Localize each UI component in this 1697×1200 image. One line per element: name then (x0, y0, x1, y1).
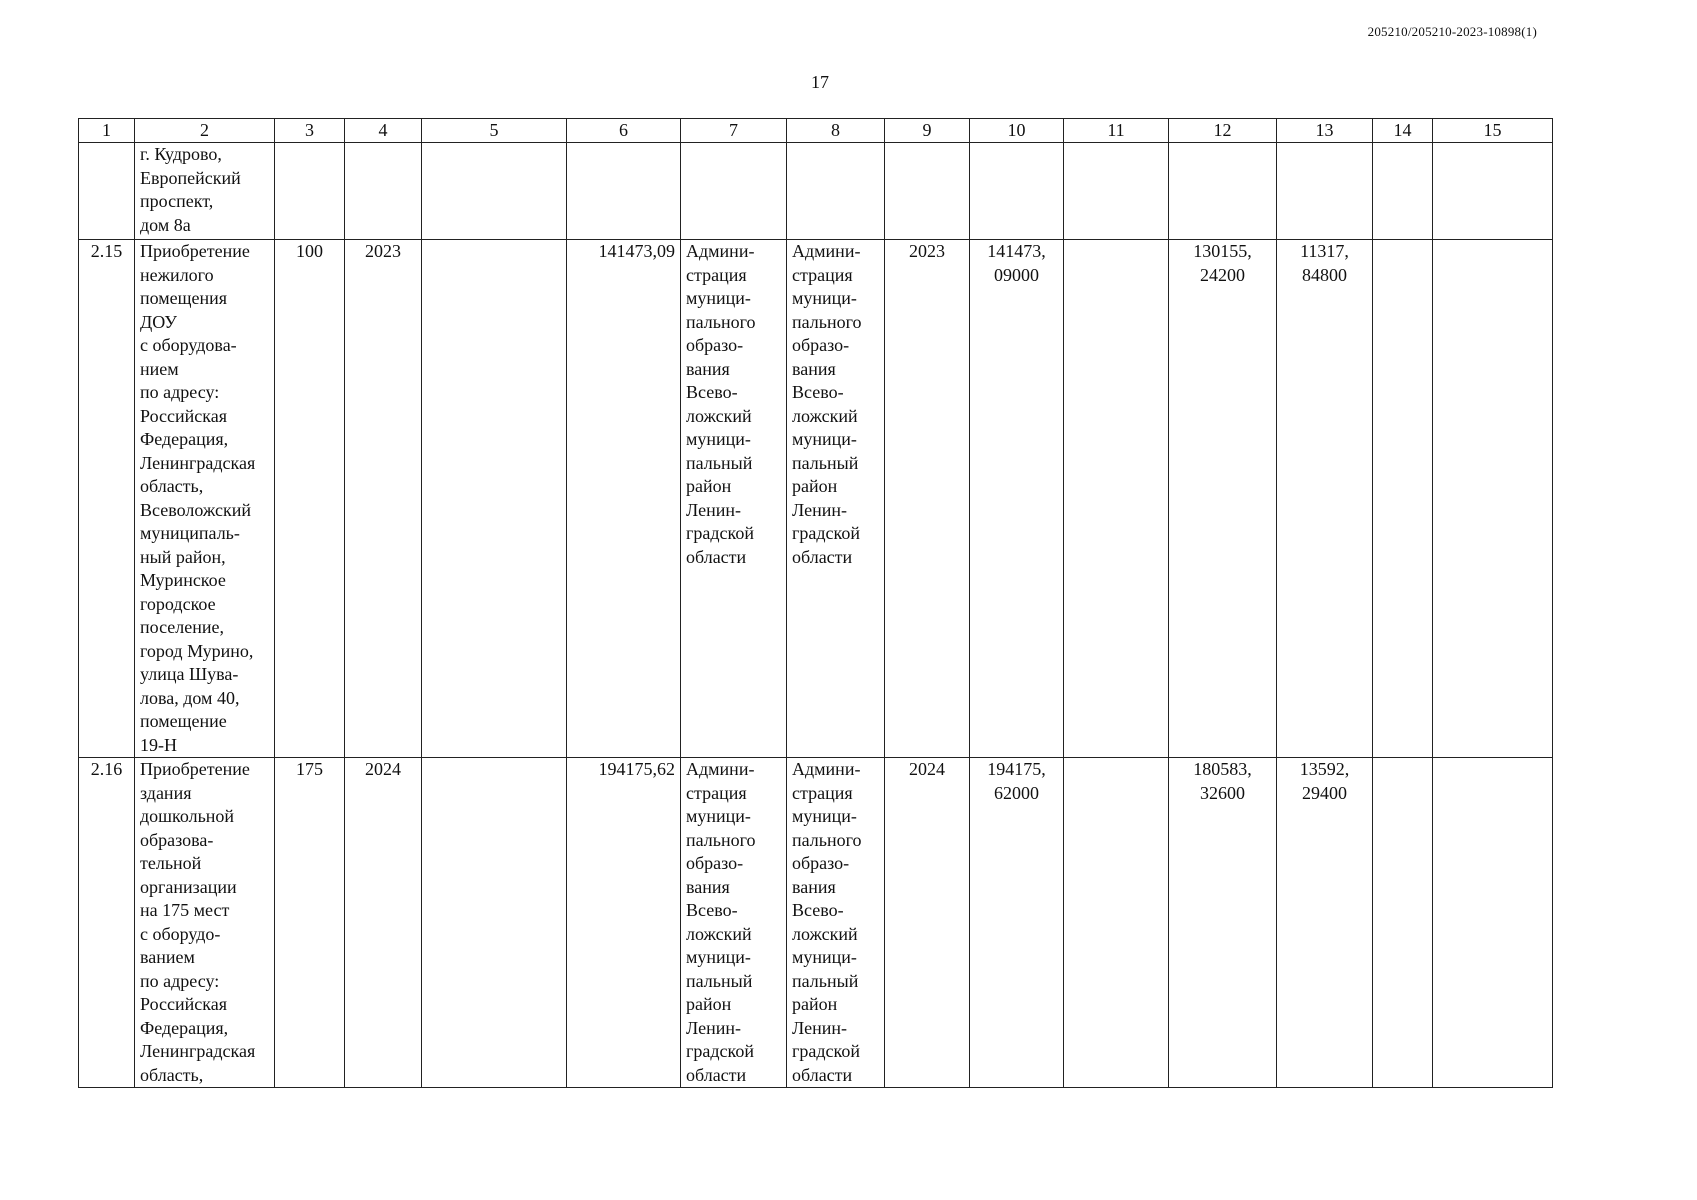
column-number-row (79, 119, 1553, 143)
cost-cell: 194175,62 (567, 758, 681, 1088)
column-header: 13 (1277, 119, 1373, 143)
table-cell (1064, 240, 1169, 758)
column-header: 4 (345, 119, 422, 143)
amount-cell: 13592, 29400 (1277, 758, 1373, 1088)
table-row (79, 143, 1553, 240)
developer-cell (787, 143, 885, 240)
table-cell (1433, 240, 1553, 758)
column-header: 12 (1169, 119, 1277, 143)
customer-cell: Админи- страция муници- пального образо- вания Всево- ложский муници- пальный район Ленин- градской области (681, 758, 787, 1088)
year-cell: 2024 (345, 758, 422, 1088)
table-row (79, 240, 1553, 758)
object-description: г. Кудрово, Европейский проспект, дом 8а (135, 143, 275, 240)
column-header: 6 (567, 119, 681, 143)
amount-cell: 11317, 84800 (1277, 240, 1373, 758)
cost-cell (567, 143, 681, 240)
column-header: 15 (1433, 119, 1553, 143)
object-description: Приобретение здания дошкольной образова- тельной организации на 175 мест с оборудо- ванием по адресу: Российская Федерация, Ленинградская область, (135, 758, 275, 1088)
amount-cell (1277, 143, 1373, 240)
cost-cell: 141473,09 (567, 240, 681, 758)
page-number: 17 (811, 72, 829, 92)
amount-cell: 141473, 09000 (970, 240, 1064, 758)
amount-cell: 130155, 24200 (1169, 240, 1277, 758)
table-cell (1064, 758, 1169, 1088)
table-cell (422, 240, 567, 758)
customer-cell: Админи- страция муници- пального образо- вания Всево- ложский муници- пальный район Ленин- градской области (681, 240, 787, 758)
column-header: 2 (135, 119, 275, 143)
column-header: 14 (1373, 119, 1433, 143)
column-header: 3 (275, 119, 345, 143)
data-table (78, 118, 1553, 1088)
column-header: 8 (787, 119, 885, 143)
column-header: 9 (885, 119, 970, 143)
amount-cell: 194175, 62000 (970, 758, 1064, 1088)
year-cell: 2024 (885, 758, 970, 1088)
column-header: 5 (422, 119, 567, 143)
table-cell (1373, 758, 1433, 1088)
table-cell (422, 143, 567, 240)
amount-cell (1169, 143, 1277, 240)
amount-cell (970, 143, 1064, 240)
table-cell (1064, 143, 1169, 240)
capacity-cell (275, 143, 345, 240)
object-description: Приобретение нежилого помещения ДОУ с оборудова- нием по адресу: Российская Федерация, Ленинградская область, Всеволожский муниципаль- ный район, Муринское городское поселение, город Мурино, улица Шува- лова, дом 40, помещение 19-Н (135, 240, 275, 758)
developer-cell: Админи- страция муници- пального образо- вания Всево- ложский муници- пальный район Ленин- градской области (787, 758, 885, 1088)
table-cell (1433, 758, 1553, 1088)
row-number (79, 143, 135, 240)
row-number: 2.16 (79, 758, 135, 1088)
capacity-cell: 100 (275, 240, 345, 758)
year-cell: 2023 (345, 240, 422, 758)
document-id: 205210/205210-2023-10898(1) (1367, 24, 1537, 39)
amount-cell: 180583, 32600 (1169, 758, 1277, 1088)
column-header: 10 (970, 119, 1064, 143)
table-row (79, 758, 1553, 1088)
column-header: 1 (79, 119, 135, 143)
table-cell (422, 758, 567, 1088)
row-number: 2.15 (79, 240, 135, 758)
customer-cell (681, 143, 787, 240)
year-cell: 2023 (885, 240, 970, 758)
table-cell (1373, 143, 1433, 240)
year-cell (345, 143, 422, 240)
table-cell (1433, 143, 1553, 240)
column-header: 7 (681, 119, 787, 143)
capacity-cell: 175 (275, 758, 345, 1088)
developer-cell: Админи- страция муници- пального образо- вания Всево- ложский муници- пальный район Ленин- градской области (787, 240, 885, 758)
table-cell (1373, 240, 1433, 758)
column-header: 11 (1064, 119, 1169, 143)
year-cell (885, 143, 970, 240)
